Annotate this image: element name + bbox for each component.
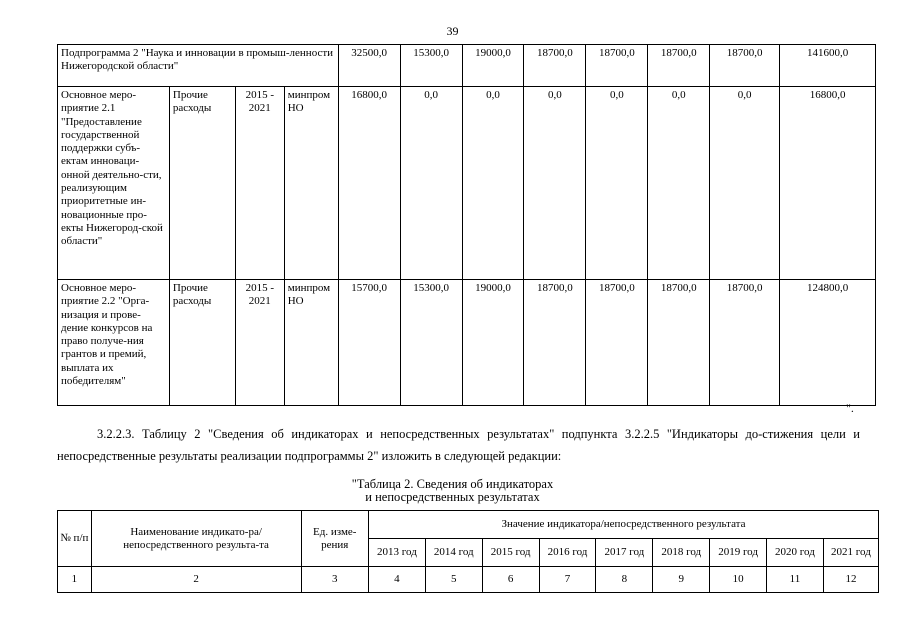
value-cell: 18700,0 bbox=[710, 45, 780, 87]
col-number: 12 bbox=[823, 567, 878, 593]
value-cell: 18700,0 bbox=[524, 45, 586, 87]
table-header-row bbox=[58, 511, 879, 539]
value-cell: 0,0 bbox=[586, 87, 648, 280]
value-cell: 18700,0 bbox=[710, 280, 780, 406]
expense-type: Прочие расходы bbox=[169, 87, 235, 280]
col-number: 5 bbox=[425, 567, 482, 593]
value-cell: 0,0 bbox=[710, 87, 780, 280]
value-cell: 19000,0 bbox=[462, 45, 524, 87]
value-cell: 18700,0 bbox=[586, 45, 648, 87]
col-number: 4 bbox=[369, 567, 426, 593]
executor: минпром НО bbox=[284, 87, 338, 280]
value-cell: 124800,0 bbox=[780, 280, 876, 406]
year-header: 2013 год bbox=[369, 539, 426, 567]
table-row bbox=[58, 87, 876, 280]
table2-caption-line1: "Таблица 2. Сведения об индикаторах bbox=[351, 477, 554, 491]
page-number: 39 bbox=[446, 24, 459, 38]
year-header: 2021 год bbox=[823, 539, 878, 567]
closing-quote: ". bbox=[846, 401, 854, 415]
year-header: 2018 год bbox=[653, 539, 710, 567]
value-cell: 18700,0 bbox=[586, 280, 648, 406]
value-cell: 18700,0 bbox=[648, 45, 710, 87]
value-cell: 141600,0 bbox=[780, 45, 876, 87]
col-number: 6 bbox=[482, 567, 539, 593]
col-number: 11 bbox=[767, 567, 824, 593]
table-row bbox=[58, 280, 876, 406]
value-cell: 0,0 bbox=[400, 87, 462, 280]
year-header: 2016 год bbox=[539, 539, 596, 567]
value-cell: 0,0 bbox=[648, 87, 710, 280]
table2-caption-line2: и непосредственных результатах bbox=[365, 490, 540, 504]
value-cell: 32500,0 bbox=[338, 45, 400, 87]
paragraph-text: 3.2.2.3. Таблицу 2 "Сведения об индикаторах и непосредственных результатах" подпункта 3.2.2.5 "Индикаторы до-стижения цели и непосредственные результаты реализации подпрограммы 2" изложить в следующей редакции: bbox=[57, 427, 860, 463]
value-cell: 15300,0 bbox=[400, 45, 462, 87]
indicator-table bbox=[57, 510, 879, 593]
value-cell: 15700,0 bbox=[338, 280, 400, 406]
col-number: 9 bbox=[653, 567, 710, 593]
col-number: 1 bbox=[58, 567, 92, 593]
expense-type: Прочие расходы bbox=[169, 280, 235, 406]
col-header-value-group: Значение индикатора/непосредственного результата bbox=[369, 511, 879, 539]
table-row bbox=[58, 45, 876, 87]
table-row bbox=[58, 567, 879, 593]
period: 2015 - 2021 bbox=[235, 280, 284, 406]
col-header-unit: Ед. изме-рения bbox=[301, 511, 368, 567]
row-name: Подпрограмма 2 "Наука и инновации в промыш-ленности Нижегородской области" bbox=[58, 45, 339, 87]
year-header: 2014 год bbox=[425, 539, 482, 567]
col-number: 3 bbox=[301, 567, 368, 593]
col-header-num: № п/п bbox=[58, 511, 92, 567]
year-header: 2015 год bbox=[482, 539, 539, 567]
value-cell: 19000,0 bbox=[462, 280, 524, 406]
year-header: 2017 год bbox=[596, 539, 653, 567]
value-cell: 18700,0 bbox=[648, 280, 710, 406]
row-name: Основное меро-приятие 2.2 "Орга-низация и прове-дение конкурсов на право получе-ния грантов и премий, выплата их победителям" bbox=[58, 280, 170, 406]
col-number: 8 bbox=[596, 567, 653, 593]
col-number: 10 bbox=[710, 567, 767, 593]
col-number: 2 bbox=[91, 567, 301, 593]
col-number: 7 bbox=[539, 567, 596, 593]
amendment-paragraph bbox=[57, 423, 860, 467]
value-cell: 0,0 bbox=[524, 87, 586, 280]
value-cell: 16800,0 bbox=[780, 87, 876, 280]
row-name: Основное меро-приятие 2.1 "Предоставление государственной поддержки субъ-ектам инноваци-онной деятельно-сти, реализующим приоритетные ин-новационные про-екты Нижегород-ской области" bbox=[58, 87, 170, 280]
period: 2015 - 2021 bbox=[235, 87, 284, 280]
budget-table bbox=[57, 44, 876, 406]
value-cell: 18700,0 bbox=[524, 280, 586, 406]
executor: минпром НО bbox=[284, 280, 338, 406]
value-cell: 16800,0 bbox=[338, 87, 400, 280]
col-header-name: Наименование индикато-ра/непосредственного результа-та bbox=[91, 511, 301, 567]
year-header: 2020 год bbox=[767, 539, 824, 567]
value-cell: 15300,0 bbox=[400, 280, 462, 406]
year-header: 2019 год bbox=[710, 539, 767, 567]
value-cell: 0,0 bbox=[462, 87, 524, 280]
